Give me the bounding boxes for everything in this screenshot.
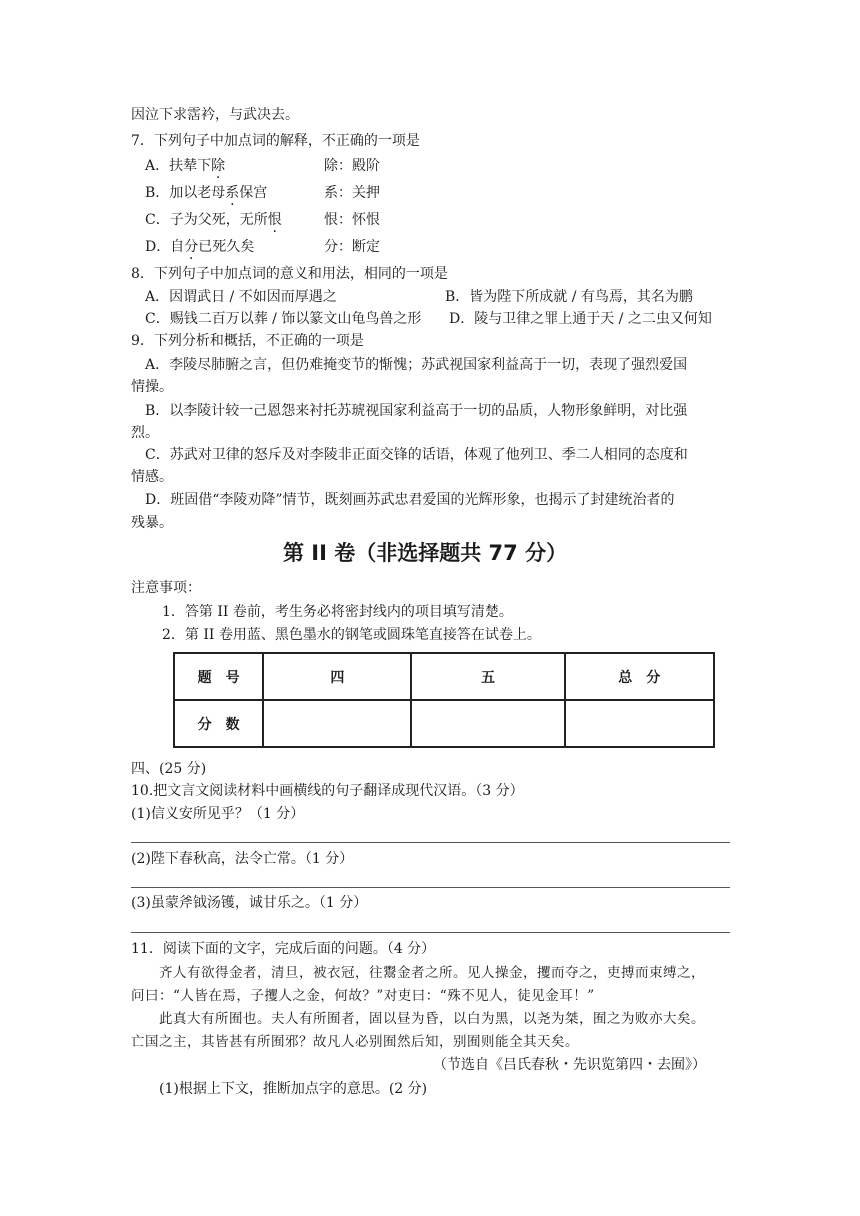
q9-b-line1: B．以李陵计较一己恩怨来衬托苏琥视国家利益高于一切的品质，人物形象鲜明，对比强	[145, 403, 688, 419]
q9-a-line1: A．李陵尽肺腑之言，但仍难掩变节的惭愧；苏武视国家利益高于一切，表现了强烈爱国	[145, 357, 688, 373]
answer-line-3[interactable]	[131, 932, 730, 933]
q9-d-line1: D．班固借“李陵劝降”情节，既刻画苏武忠君爱国的光辉形象，也揭示了封建统治者的	[145, 492, 675, 508]
question-8: 8．下列句子中加点词的意义和用法，相同的一项是	[131, 266, 448, 282]
q9-c-line2: 情感。	[131, 469, 173, 485]
q7d-post: 已死久矣	[198, 239, 255, 255]
q8-option-b: B．皆为陛下所成就 / 有鸟焉，其名为鹏	[445, 289, 693, 305]
q9-d-line2: 残暴。	[131, 515, 173, 531]
score-header-label: 题 号	[174, 653, 263, 700]
q7-option-d	[145, 238, 254, 256]
q9-b-line2: 烈。	[131, 425, 159, 441]
question-10: 10.把文言文阅读材料中画横线的句子翻译成现代汉语。（3 分）	[131, 783, 524, 799]
answer-line-2[interactable]	[131, 887, 730, 888]
q7d-pre: D．自	[145, 239, 185, 255]
score-row-label: 分 数	[174, 700, 263, 747]
q7c-pre: C．子为父死，无所	[145, 212, 268, 228]
q9-c-line1: C．苏武对卫律的怒斥及对李陵非正面交锋的话语，体观了他列卫、季二人相同的态度和	[145, 447, 688, 463]
part-four-heading: 四、(25 分)	[131, 761, 207, 777]
q7a-dotted: 除	[211, 158, 226, 174]
passage-1-line1: 齐人有欲得金者，清旦，被衣冠，往鬻金者之所。见人操金，攫而夺之，吏搏而束缚之，	[159, 965, 705, 981]
q8-option-a: A．因谓武日 / 不如因而厚遇之	[145, 289, 337, 305]
q7-option-a-explain: 除：殿阶	[324, 158, 380, 174]
q7-option-b-explain: 系：关押	[324, 185, 380, 201]
score-table-score-row	[174, 700, 714, 747]
score-header-total: 总 分	[565, 653, 714, 700]
question-11: 11．阅读下面的文字，完成后面的问题。（4 分）	[131, 941, 436, 957]
note-1: 1．答第 II 卷前，考生务必将密封线内的项目填写清楚。	[162, 604, 513, 620]
q7-option-c	[145, 211, 282, 229]
line-0: 因泣下求霑衿，与武决去。	[131, 107, 299, 123]
q7c-dotted: 恨	[267, 212, 282, 228]
q7-option-b	[145, 184, 267, 202]
q10-item-1: (1)信义安所见乎？（1 分）	[131, 806, 305, 822]
answer-line-1[interactable]	[131, 842, 730, 843]
q10-item-2: (2)陛下春秋高，法令亡常。（1 分）	[131, 851, 354, 867]
q7-option-d-explain: 分：断定	[324, 239, 380, 255]
question-9: 9．下列分析和概括，不正确的一项是	[131, 333, 364, 349]
q7-option-c-explain: 恨：怀恨	[324, 212, 380, 228]
question-7: 7．下列句子中加点词的解释，不正确的一项是	[131, 133, 420, 149]
q11-item-1: (1)根据上下文，推断加点字的意思。(2 分)	[159, 1081, 428, 1097]
q8-option-c: C．赐钱二百万以葬 / 饰以篆文山龟鸟兽之形	[145, 311, 422, 327]
score-cell-five[interactable]	[411, 700, 564, 747]
passage-source: （节选自《吕氏春秋・先识览第四・去囿》）	[433, 1057, 706, 1073]
q10-item-3: (3)虽蒙斧钺汤镬，诚甘乐之。（1 分）	[131, 895, 368, 911]
passage-1-line2: 问曰：“人皆在焉，子攫人之金，何故？”对吏曰：“殊不见人，徒见金耳！”	[131, 988, 595, 1004]
q7d-dotted: 分	[184, 239, 199, 255]
passage-2-line1: 此真大有所囿也。夫人有所囿者，固以昼为昏，以白为黑，以尧为桀，囿之为败亦大矣。	[159, 1011, 705, 1027]
q7-option-a	[145, 157, 225, 175]
q7b-dotted: 系	[225, 185, 240, 201]
score-header-four: 四	[263, 653, 411, 700]
q7b-post: 保宫	[239, 185, 268, 201]
section-title: 第 II 卷（非选择题共 77 分）	[283, 541, 568, 565]
score-table	[173, 652, 715, 748]
score-cell-four[interactable]	[263, 700, 411, 747]
q7b-pre: B．加以老母	[145, 185, 226, 201]
score-header-five: 五	[411, 653, 564, 700]
score-table-header-row	[174, 653, 714, 700]
note-2: 2．第 II 卷用蓝、黑色墨水的钢笔或圆珠笔直接答在试卷上。	[162, 627, 541, 643]
passage-2-line2: 亡国之主，其皆甚有所囿邪？故凡人必别囿然后知，别囿则能全其天矣。	[131, 1034, 579, 1050]
notes-heading: 注意事项：	[131, 580, 201, 596]
q8-option-d: D．陵与卫律之罪上通于天 / 之二虫又何知	[449, 311, 712, 327]
score-cell-total[interactable]	[565, 700, 714, 747]
q7a-pre: A．扶辇下	[145, 158, 212, 174]
q9-a-line2: 情操。	[131, 379, 173, 395]
